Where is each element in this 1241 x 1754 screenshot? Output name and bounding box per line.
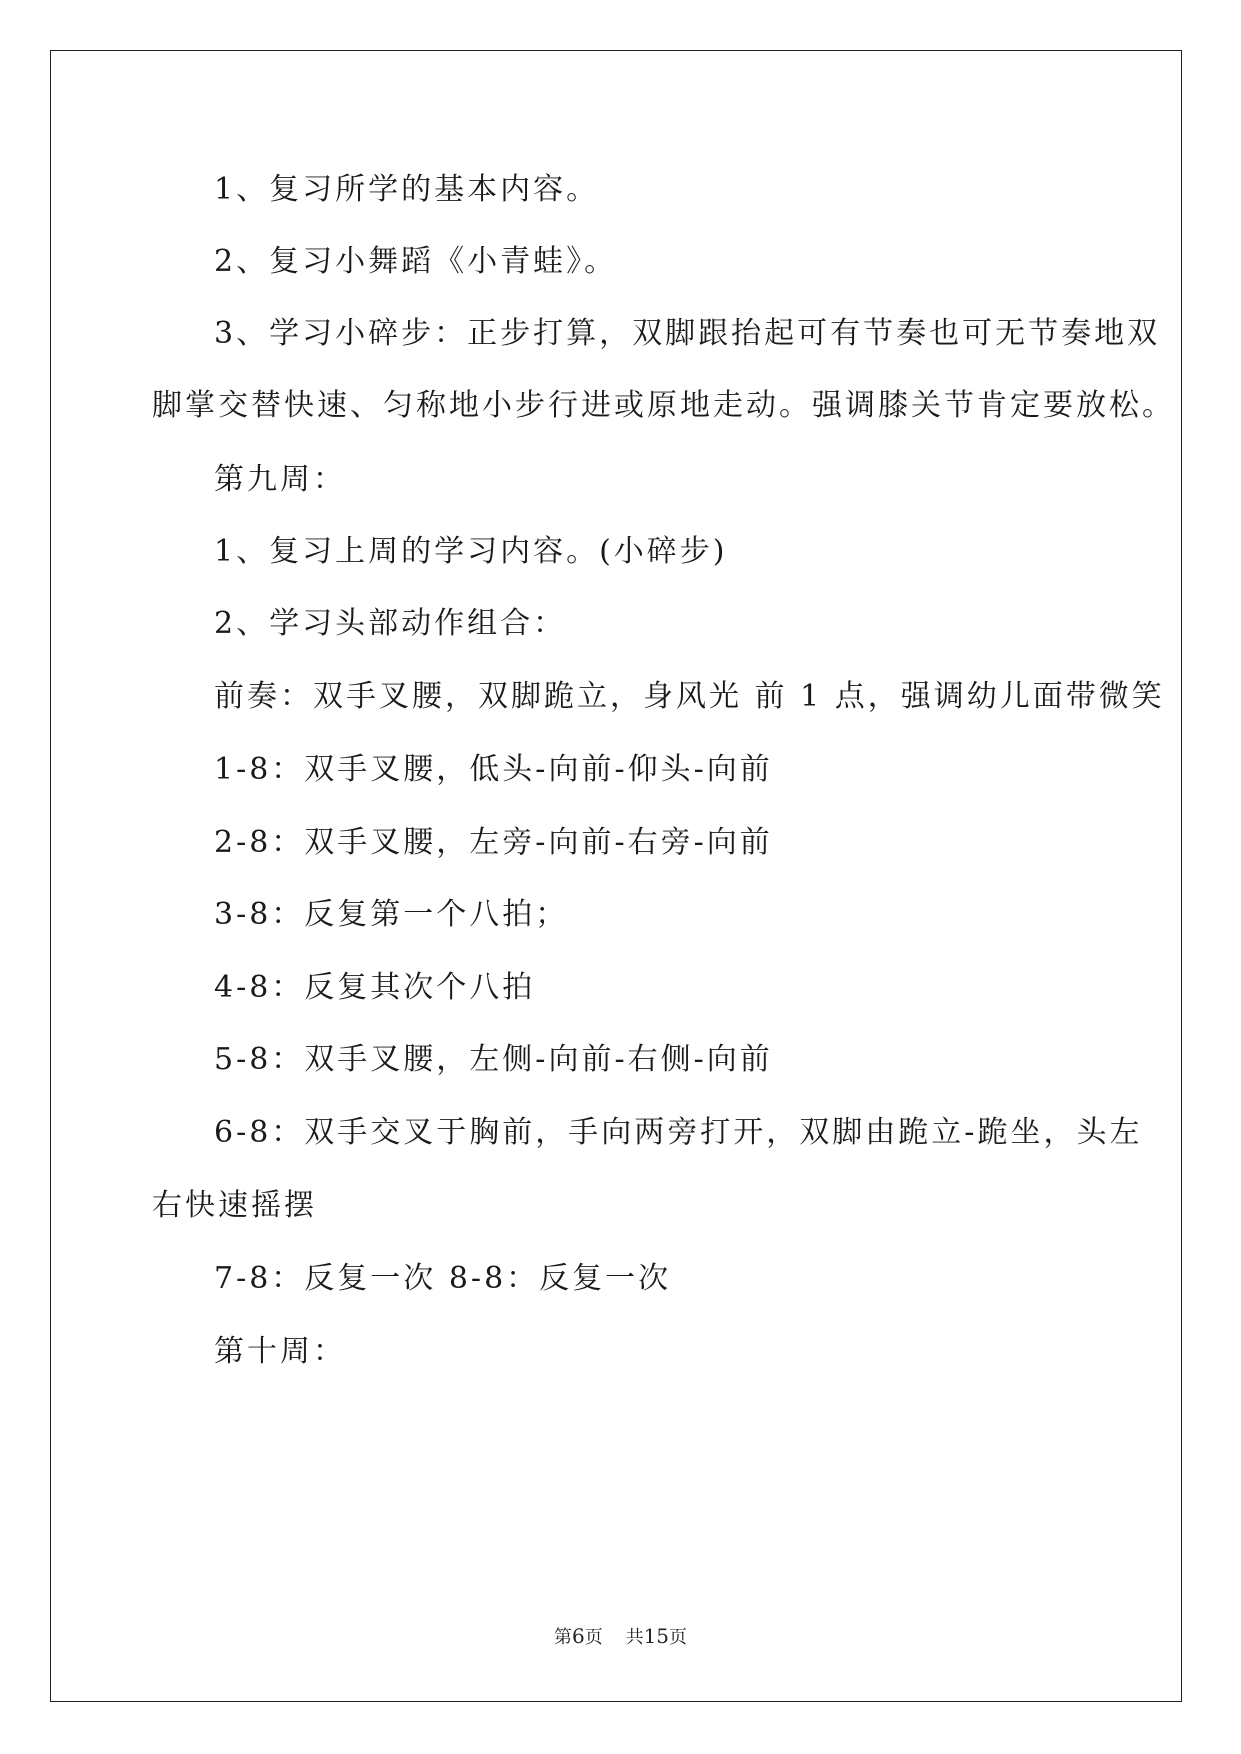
page-suffix: 页 <box>584 1627 603 1648</box>
paragraph-learn-steps-line1: 3、学习小碎步：正步打算，双脚跟抬起可有节奏也可无节奏地双 <box>214 316 1161 351</box>
total-prefix: 共 <box>625 1627 644 1648</box>
paragraph-head-combo: 2、学习头部动作组合： <box>214 606 567 641</box>
paragraph-review-last-week: 1、复习上周的学习内容。(小碎步) <box>214 534 728 569</box>
page-prefix: 第 <box>553 1627 572 1648</box>
heading-week-ten: 第十周： <box>214 1334 346 1369</box>
paragraph-review-basics: 1、复习所学的基本内容。 <box>214 172 600 207</box>
paragraph-beat-1: 1-8：双手叉腰，低头-向前-仰头-向前 <box>214 752 773 787</box>
total-pages: 15 <box>643 1624 670 1648</box>
paragraph-learn-steps-line2: 脚掌交替快速、匀称地小步行进或原地走动。强调膝关节肯定要放松。 <box>152 388 1175 423</box>
paragraph-beat-6-line1: 6-8：双手交叉于胸前，手向两旁打开，双脚由跪立-跪坐，头左 <box>214 1115 1143 1150</box>
page-border <box>50 50 1182 1702</box>
paragraph-beat-4: 4-8：反复其次个八拍 <box>214 970 536 1005</box>
paragraph-beat-3: 3-8：反复第一个八拍； <box>214 897 569 932</box>
heading-week-nine: 第九周： <box>214 462 346 497</box>
page-number: 6 <box>571 1624 585 1648</box>
paragraph-beat-6-line2: 右快速摇摆 <box>152 1188 317 1223</box>
total-suffix: 页 <box>669 1627 688 1648</box>
paragraph-prelude: 前奏：双手叉腰，双脚跪立，身风光 前 1 点，强调幼儿面带微笑 <box>214 679 1165 714</box>
paragraph-beat-2: 2-8：双手叉腰，左旁-向前-右旁-向前 <box>214 825 773 860</box>
page-footer <box>0 1623 1241 1649</box>
paragraph-beat-7-8: 7-8：反复一次 8-8：反复一次 <box>214 1261 672 1296</box>
paragraph-review-dance: 2、复习小舞蹈《小青蛙》。 <box>214 244 618 279</box>
paragraph-beat-5: 5-8：双手叉腰，左侧-向前-右侧-向前 <box>214 1042 773 1077</box>
